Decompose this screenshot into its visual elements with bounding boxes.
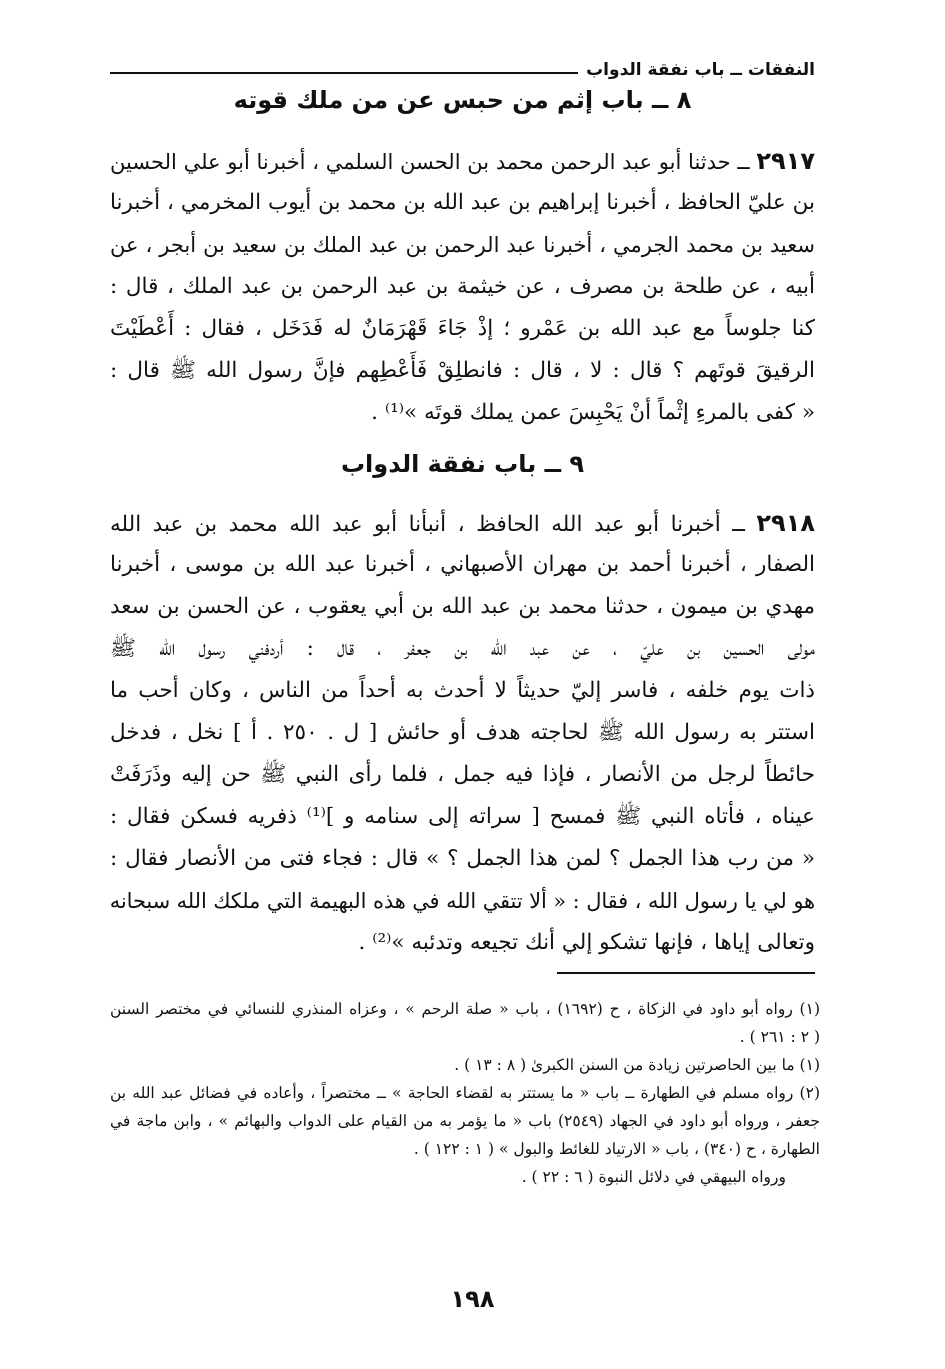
text-line: سعيد بن محمد الجرمي ، أخبرنا عبد الرحمن بن عبد الملك بن سعيد بن أبجر ، عن	[110, 233, 815, 257]
text-line: أبيه ، عن طلحة بن مصرف ، عن خيثمة بن عبد الرحمن بن عبد الملك ، قال :	[110, 274, 815, 299]
chapter-heading-9: ٩ ــ باب نفقة الدواب	[340, 450, 585, 478]
text-line: كنا جلوساً مع عبد الله بن عَمْرو ؛ إذْ جَاءَ قَهْرَمَانٌ له فَدَخَل ، فقال : أَعْطَيْتَ	[110, 316, 815, 341]
text-line: حائطاً لرجل من الأنصار ، فإذا فيه جمل ، فلما رأى النبي ﷺ حن إليه وذَرَفَتْ	[110, 762, 815, 787]
running-head-title: النفقات ــ باب نفقة الدواب	[586, 60, 815, 80]
text-line: الرقيقَ قوتَهم ؟ قال : لا ، قال : فانطلِقْ فَأَعْطِهم فإنَّ رسول الله ﷺ قال :	[110, 358, 815, 383]
text-line: ٢٩١٨ ــ أخبرنا أبو عبد الله الحافظ ، أنبأنا أبو عبد الله محمد بن عبد الله	[110, 509, 815, 537]
footnote-line: (١) ما بين الحاصرتين زيادة من السنن الكبرىٰ ( ٨ : ١٣ ) .	[454, 1056, 820, 1074]
text-line: « كفى بالمرءِ إثْماً أنْ يَحْبِسَ عمن يملك قوتَه »⁽¹⁾ .	[371, 400, 815, 425]
text-line: استتر به رسول الله ﷺ لحاجته هدف أو حائش [ ل . ٢٥٠ . أ ] نخل ، فدخل	[110, 720, 815, 745]
page-number: ١٩٨	[450, 1285, 495, 1313]
footnote-line: ( ٢ : ٢٦١ ) .	[739, 1028, 820, 1046]
chapter-heading-8: ٨ ــ باب إثم من حبس عن من ملك قوته	[233, 86, 692, 114]
footnote-line: جعفر ، ورواه أبو داود في الجهاد (٢٥٤٩) باب « ما يؤمر به من القيام على الدواب والبهائم » ، وابن ماجة في	[110, 1112, 820, 1130]
text-line: الصفار ، أخبرنا أحمد بن مهران الأصبهاني ، أخبرنا عبد الله بن موسى ، أخبرنا	[110, 552, 815, 577]
text-line: وتعالى إياها ، فإنها تشكو إلي أنك تجيعه وتدئبه »⁽²⁾ .	[358, 930, 815, 955]
text-line: عيناه ، فأتاه النبي ﷺ فمسح [ سراته إلى سنامه و ]⁽¹⁾ ذفريه فسكن فقال :	[110, 804, 815, 829]
text-line: ذات يوم خلفه ، فاسر إليّ حديثاً لا أحدث به أحداً من الناس ، وكان أحب ما	[110, 678, 815, 703]
hadith-number: ٢٩١٨	[756, 509, 815, 537]
text-line: ٢٩١٧ ــ حدثنا أبو عبد الرحمن محمد بن الحسن السلمي ، أخبرنا أبو علي الحسين	[110, 147, 815, 175]
text-line: مولى الحسين بن عليّ ، عن عبد الله بن جعفر ، قال : أردفني رسول الله ﷺ	[110, 636, 815, 661]
footnote-line: ورواه البيهقي في دلائل النبوة ( ٦ : ٢٢ ) .	[521, 1168, 786, 1186]
hadith-2918	[110, 502, 815, 964]
running-head	[110, 58, 815, 82]
footnote-separator	[557, 972, 815, 974]
text-line: « من رب هذا الجمل ؟ لمن هذا الجمل ؟ » قال : فجاء فتى من الأنصار فقال :	[110, 846, 815, 871]
footnote-line: الطهارة ، ح (٣٤٠) ، باب « الارتياد للغائط والبول » ( ١ : ١٢٢ ) .	[413, 1140, 820, 1158]
footnote-line: (١) رواه أبو داود في الزكاة ، ح (١٦٩٢) ، باب « صلة الرحم » ، وعزاه المنذري للنسائي في مختصر السنن	[110, 1000, 820, 1018]
hadith-2917	[110, 140, 815, 434]
footnote-line: (٢) رواه مسلم في الطهارة ــ باب « ما يستتر به لقضاء الحاجة » ــ مختصراً ، وأعاده في فضائل عبد الله بن	[110, 1084, 820, 1102]
hadith-number: ٢٩١٧	[756, 147, 815, 175]
footnotes	[110, 995, 820, 1191]
text-line: بن عليّ الحافظ ، أخبرنا إبراهيم بن عبد الله بن محمد بن أيوب المخرمي ، أخبرنا	[110, 190, 815, 215]
text-line: مهدي بن ميمون ، حدثنا محمد بن عبد الله بن أبي يعقوب ، عن الحسن بن سعد	[110, 594, 815, 619]
running-head-rule	[110, 72, 578, 74]
text-line: هو لي يا رسول الله ، فقال : « ألا تتقي الله في هذه البهيمة التي ملكك الله سبحانه	[109, 889, 815, 913]
